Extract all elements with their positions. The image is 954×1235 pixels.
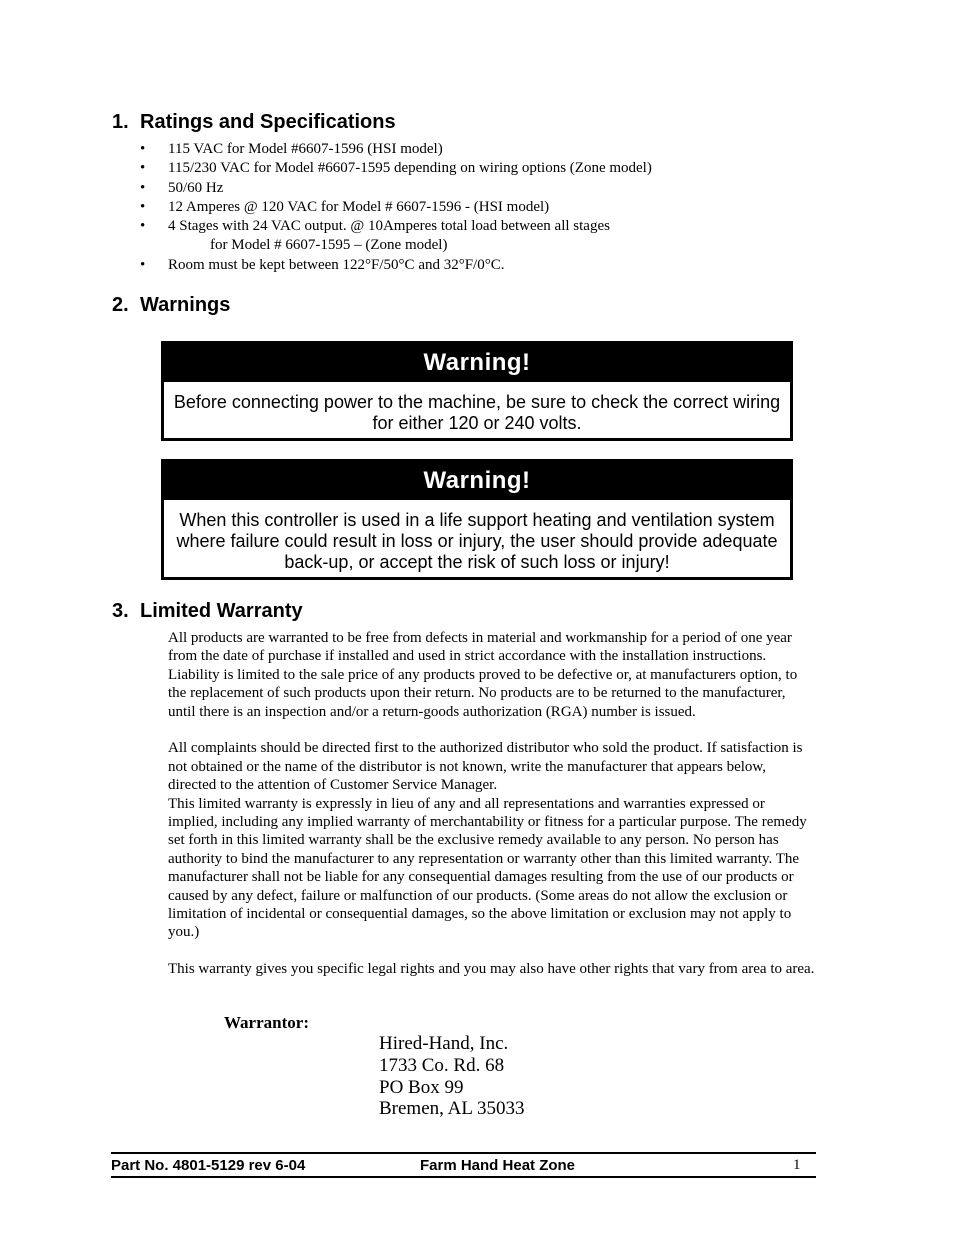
- warranty-paragraph: All products are warranted to be free from defects in material and workmanship for a period of one year from the date of purchase if installed and used in strict accordance with the installation instructions. Liability is limited to the sale price of any products proved to be defective or, at manufacturers option, to the replacement of such products upon their return. No products are to be returned to the manufacturer, until there is an inspection and/or a return-goods authorization (RGA) number is issued.: [168, 630, 798, 720]
- address-line: PO Box 99: [379, 1076, 464, 1098]
- section-title: Ratings and Specifications: [140, 111, 396, 133]
- list-item: [140, 140, 652, 159]
- list-item: [140, 198, 652, 217]
- part-number: Part No. 4801-5129 rev 6-04: [111, 1157, 306, 1174]
- specs-list: [140, 140, 652, 275]
- list-item: [140, 217, 652, 256]
- spec-text: 115 VAC for Model #6607-1596 (HSI model): [168, 141, 443, 157]
- section-heading-warranty: [112, 600, 303, 623]
- spec-text: Room must be kept between 122°F/50°C and 32°F/0°C.: [168, 256, 505, 273]
- warranty-paragraph: This warranty gives you specific legal rights and you may also have other rights that vary from area to area.: [168, 961, 815, 978]
- warrantor-address: [379, 1033, 524, 1120]
- section-number: 2.: [112, 294, 129, 316]
- spec-text: 115/230 VAC for Model #6607-1595 depending on wiring options (Zone model): [168, 160, 652, 177]
- list-item: [140, 159, 652, 178]
- address-line: Hired-Hand, Inc.: [379, 1033, 509, 1054]
- warning-header: Warning!: [164, 462, 790, 500]
- list-item: [140, 256, 652, 275]
- warranty-paragraph: All complaints should be directed first to the authorized distributor who sold the product. If satisfaction is not obtained or the name of the distributor is not known, write the manufacturer that appears below, directed to the attention of Customer Service Manager.: [168, 740, 803, 794]
- warrantor-label: Warrantor:: [224, 1013, 309, 1032]
- warning-message: When this controller is used in a life support heating and ventilation system where failure could result in loss or injury, the user should provide adequate back-up, or accept the risk of such loss or injury!: [176, 510, 778, 572]
- page-footer: [111, 1152, 816, 1178]
- spec-text: 12 Amperes @ 120 VAC for Model # 6607-1596 - (HSI model): [168, 198, 550, 215]
- document-title: Farm Hand Heat Zone: [420, 1157, 576, 1174]
- section-number: 1.: [112, 111, 129, 133]
- address-line: 1733 Co. Rd. 68: [379, 1054, 505, 1076]
- spec-text: 50/60 Hz: [168, 179, 224, 196]
- section-title: Warnings: [140, 294, 231, 316]
- warranty-paragraph: This limited warranty is expressly in lieu of any and all representations and warranties expressed or implied, including any implied warranty of merchantability or fitness for a particular purpose. The remedy set forth in this limited warranty shall be the exclusive remedy available to any person. No person has authority to bind the manufacturer to any representation or warranty other than this limited warranty. The manufacturer shall not be liable for any consequential damages resulting from the use of our products or caused by any defect, failure or malfunction of our products. (Some areas do not allow the exclusion or limitation of incidental or consequential damages, so the above limitation or exclusion may not apply to you.): [168, 795, 807, 941]
- spec-text: 4 Stages with 24 VAC output. @ 10Amperes total load between all stages: [168, 218, 610, 235]
- warranty-text: [168, 629, 816, 979]
- warning-box-life-support: [161, 459, 793, 580]
- section-heading-warnings: [112, 294, 230, 317]
- section-number: 3.: [112, 600, 129, 622]
- spec-text-continuation: for Model # 6607-1595 – (Zone model): [210, 237, 448, 254]
- address-line: Bremen, AL 35033: [379, 1098, 525, 1120]
- warning-message: Before connecting power to the machine, be sure to check the correct wiring for either 120 or 240 volts.: [173, 392, 781, 433]
- page-number: 1: [793, 1157, 801, 1173]
- warning-header: Warning!: [164, 344, 790, 382]
- warning-box-wiring: [161, 341, 793, 441]
- list-item: [140, 179, 652, 198]
- section-heading-ratings: [112, 111, 396, 134]
- section-title: Limited Warranty: [140, 600, 303, 622]
